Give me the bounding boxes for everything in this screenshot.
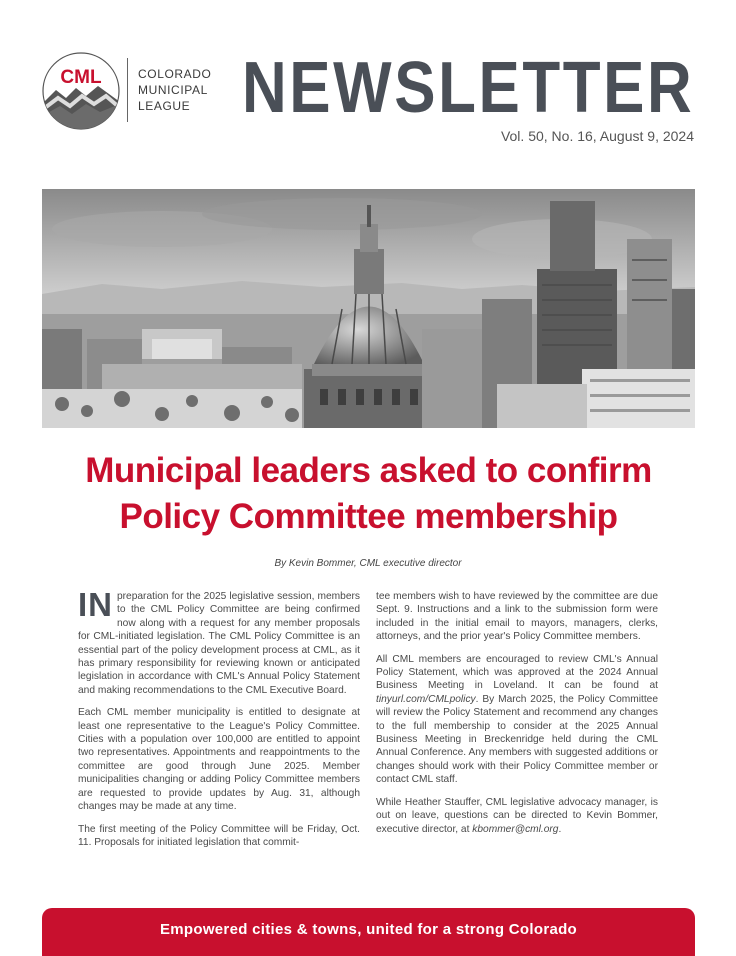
org-name-line: LEAGUE — [138, 99, 191, 113]
email-link[interactable]: kbommer@cml.org — [472, 823, 559, 835]
logo-divider — [127, 58, 128, 122]
org-name — [138, 66, 211, 114]
cml-logo — [42, 52, 120, 130]
drop-cap: IN — [78, 586, 113, 623]
paragraph-text: While Heather Stauffer, CML legislative advocacy manager, is out on leave, questions can be directed to Kevin Bommer, executive director, at — [376, 796, 658, 835]
article-paragraph — [376, 653, 658, 787]
cml-mountain-logo-icon — [42, 52, 120, 130]
article-paragraph — [78, 586, 360, 697]
article-paragraph: The first meeting of the Policy Committee will be Friday, Oct. 11. Proposals for initiated legislation that commit- — [78, 823, 360, 848]
issue-info: Vol. 50, No. 16, August 9, 2024 — [500, 128, 694, 144]
paragraph-text: All CML members are encouraged to review CML's Annual Policy Statement, which was approved at the 2024 Annual Business Meeting in Loveland. It can be found at — [376, 653, 658, 692]
article-paragraph: Each CML member municipality is entitled to designate at least one representative to the League's Policy Committee. Cities with a population over 100,000 are entitled to appoint two representatives. Appointments and reappointments to the committee are good through June 2025. Member municipalities changing or adding Policy Committee members are requested to provide updates by Aug. 31, although changes may be made at any time. — [78, 707, 360, 813]
footer-banner — [42, 908, 695, 956]
article-headline — [42, 448, 695, 540]
org-name-line: MUNICIPAL — [138, 83, 208, 97]
policy-link[interactable]: tinyurl.com/CMLpolicy — [376, 693, 476, 705]
footer-tagline: Empowered cities & towns, united for a strong Colorado — [159, 920, 578, 938]
hero-cityscape-image — [42, 189, 695, 428]
paragraph-text: preparation for the 2025 legislative session, members to the CML Policy Committee are being confirmed now along with a request for any member proposals for CML-initiated legislation. The CML Policy Committee is an essential part of the policy development process at CML, as it has primary responsibility for reviewing known or anticipated legislation in accordance with CML's Annual Policy Statement and making recommendations to the CML Executive Board. — [78, 591, 360, 696]
paragraph-text: . By March 2025, the Policy Committee will review the Policy Statement and recommend any changes to the full membership to consider at the 2025 Annual Business Meeting in Breckenridge held during the CML Annual Conference. Any members with suggested additions or changes should work with their Policy Committee member or contact CML staff. — [376, 693, 658, 786]
article-column-left — [78, 586, 360, 858]
article-column-right — [376, 590, 658, 845]
org-name-line: COLORADO — [138, 67, 212, 81]
paragraph-text: . — [558, 823, 562, 835]
svg-text:CML: CML — [60, 67, 102, 88]
headline-line: Policy Committee membership — [119, 497, 618, 536]
article-paragraph: tee members wish to have reviewed by the committee are due Sept. 9. Instructions and a link to the submission form were included in the initial email to mayors, managers, clerks, attorneys, and the prior year's Policy Committee members. — [376, 591, 658, 643]
article-byline: By Kevin Bommer, CML executive director — [274, 558, 462, 569]
masthead-title: NEWSLETTER — [242, 48, 695, 128]
article-paragraph — [376, 796, 658, 836]
headline-line: Municipal leaders asked to confirm — [85, 451, 652, 490]
